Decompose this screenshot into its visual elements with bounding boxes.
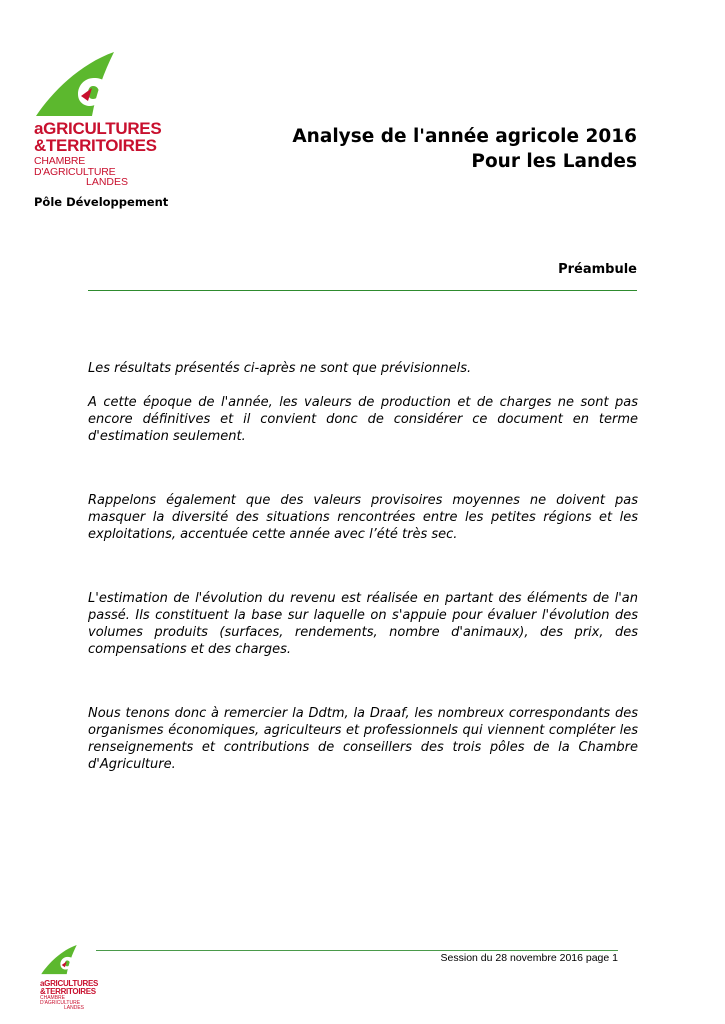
footer-session-page: Session du 28 novembre 2016 page 1 [440, 952, 618, 964]
logo-line-chambre: CHAMBRE D'AGRICULTURE [40, 995, 81, 1006]
logo-line-agricultures: aGRICULTURES [34, 119, 162, 138]
logo-line-chambre: CHAMBRE D'AGRICULTURE [34, 155, 116, 178]
logo-line-landes: LANDES [64, 1005, 85, 1011]
footer-divider [96, 950, 618, 951]
document-title [292, 124, 637, 174]
paragraph: Nous tenons donc à remercier la Ddtm, la Draaf, les nombreux correspondants des organismes économiques, agriculteurs et professionnels qui viennent compléter les renseignements et contributions de conseillers des trois pôles de la Chambre d'Agriculture. [88, 706, 638, 772]
paragraph: Rappelons également que des valeurs provisoires moyennes ne doivent pas masquer la diversité des situations rencontrées entre les petites régions et les exploitations, accentuée cette année avec l’été très sec. [88, 493, 638, 542]
logo-line-territoires: &TERRITOIRES [34, 136, 157, 155]
agriculture-leaf-icon [34, 52, 116, 118]
footer-logo [40, 945, 100, 1011]
section-heading: Préambule [558, 262, 637, 277]
department-label: Pôle Développement [34, 195, 169, 209]
chamber-logo [34, 52, 164, 188]
paragraph: Les résultats présentés ci-après ne sont que prévisionnels. [88, 361, 472, 376]
paragraph: L'estimation de l'évolution du revenu est réalisée en partant des éléments de l'an passé. Ils constituent la base sur laquelle on s'appuie pour évaluer l'évolution des volumes produits (surfaces, rendements, nombre d'animaux), des prix, des compensations et des charges. [88, 591, 638, 657]
title-line-2: Pour les Landes [471, 151, 637, 172]
logo-line-agricultures: aGRICULTURES [40, 979, 99, 988]
logo-line-territoires: &TERRITOIRES [40, 987, 96, 996]
section-divider [88, 290, 637, 291]
paragraph: A cette époque de l'année, les valeurs de production et de charges ne sont pas encore définitives et il convient donc de considérer ce document en terme d'estimation seulement. [88, 395, 638, 444]
title-line-1: Analyse de l'année agricole 2016 [292, 126, 637, 147]
agriculture-leaf-icon [40, 945, 78, 975]
logo-line-landes: LANDES [86, 176, 129, 188]
